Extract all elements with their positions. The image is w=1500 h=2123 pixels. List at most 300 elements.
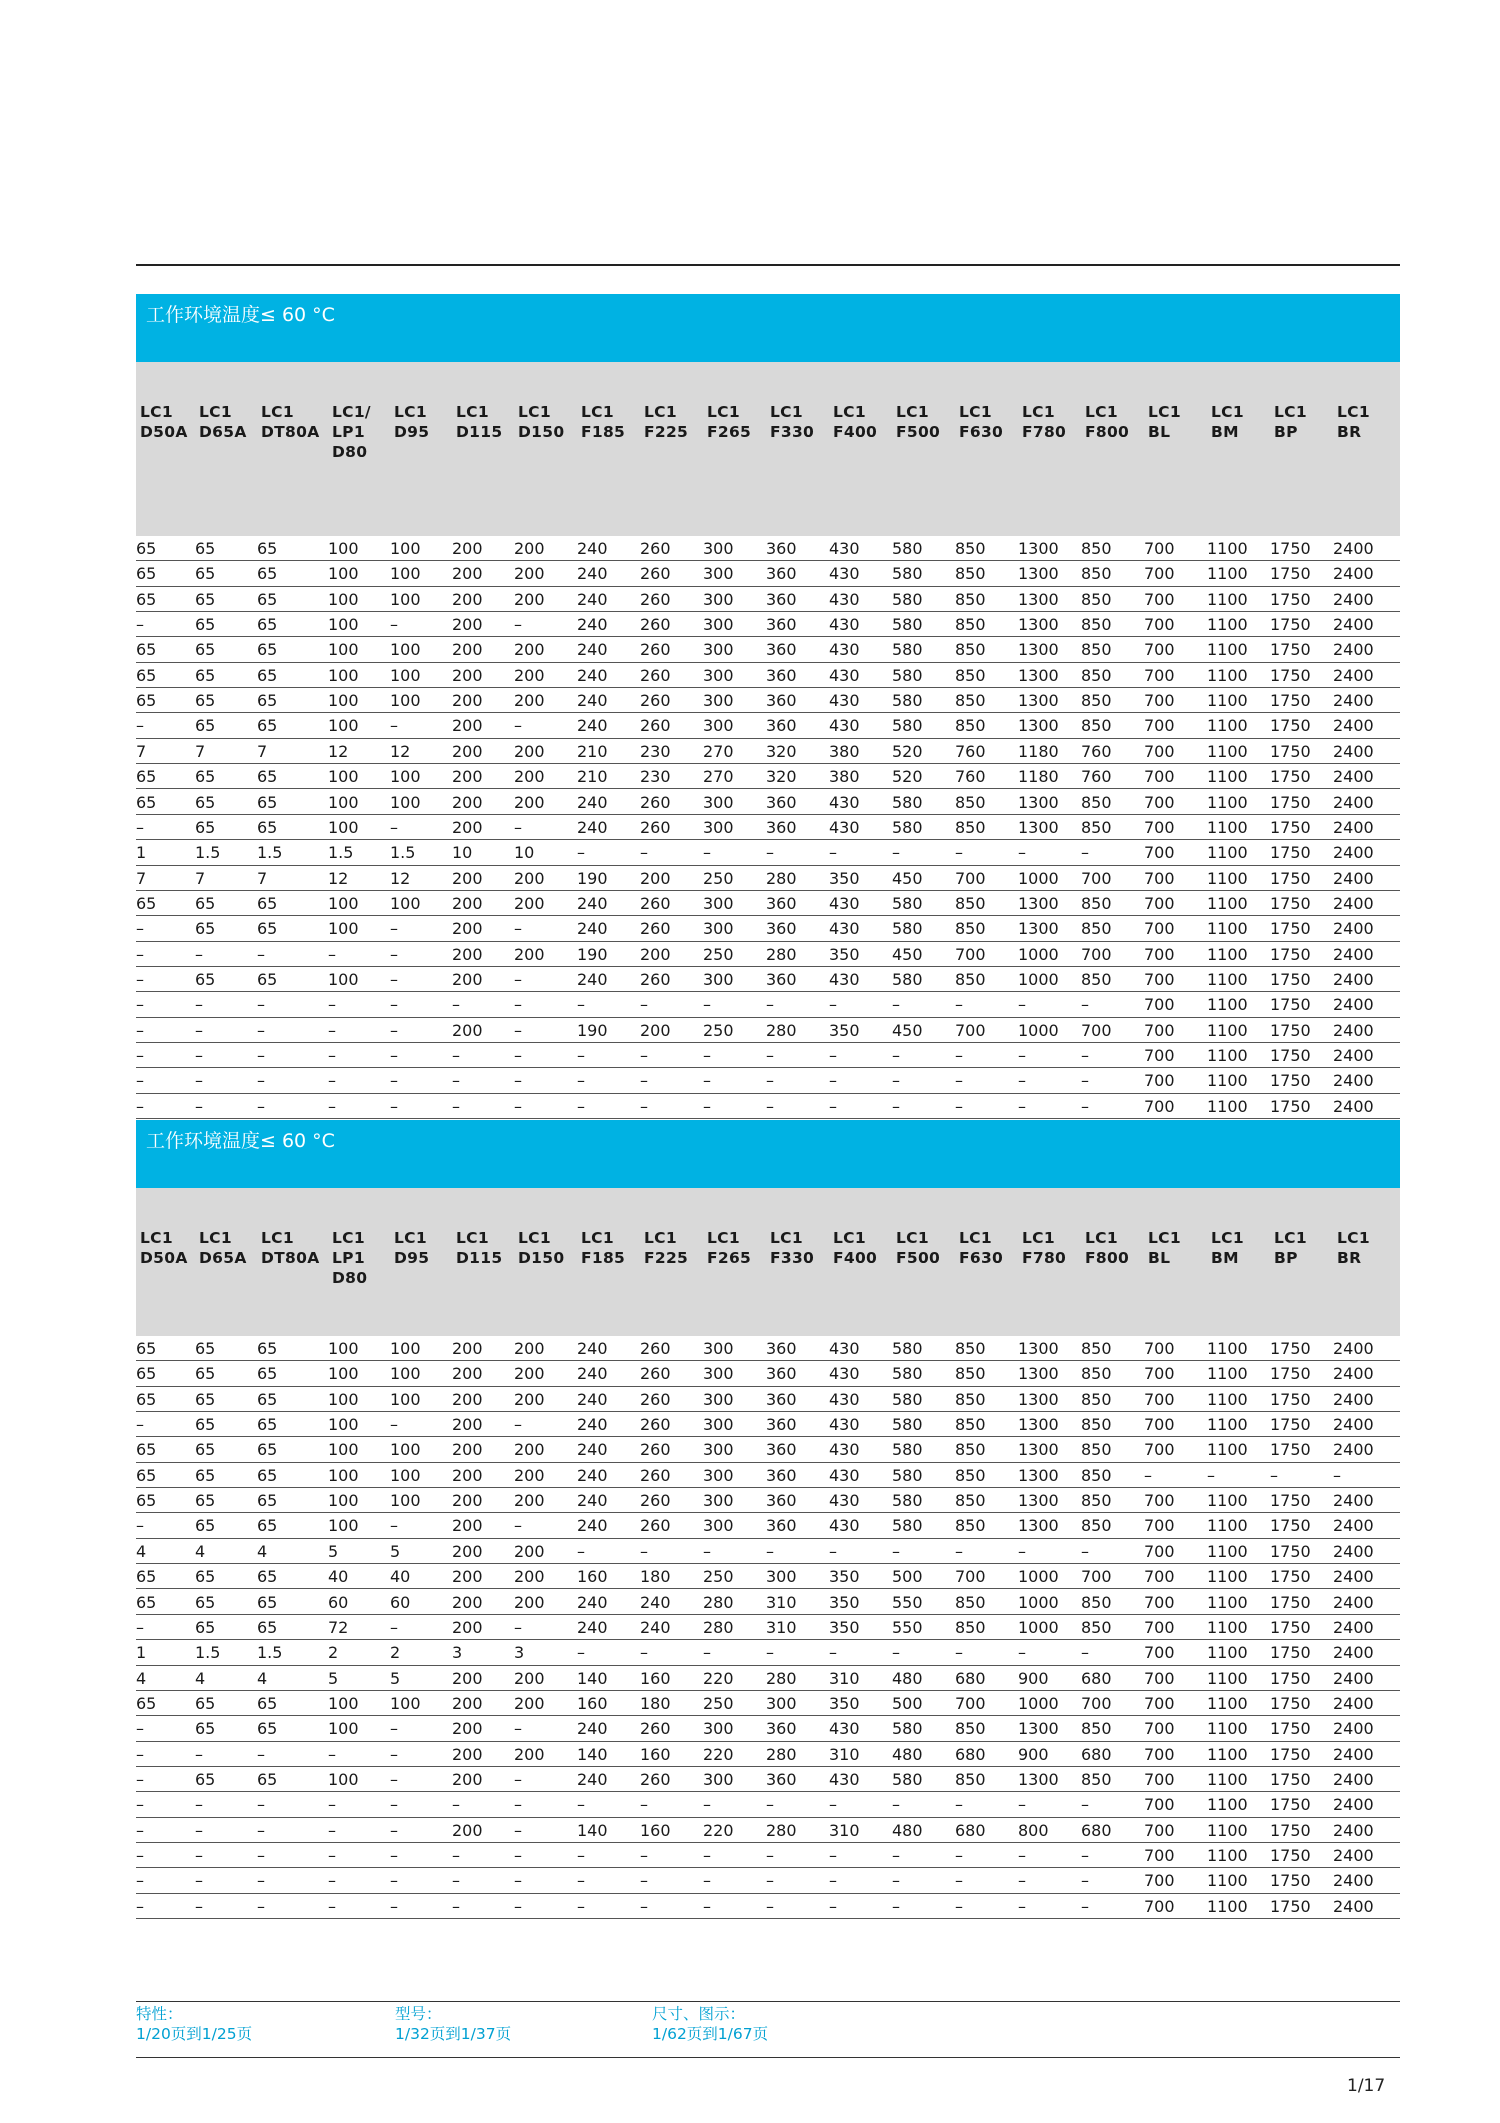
footer-dims-link[interactable] (652, 2004, 768, 2044)
table-cell: – (514, 1096, 522, 1116)
footer-models-pages: 1/32页到1/37页 (395, 2025, 512, 2043)
table-cell: – (577, 843, 585, 863)
column-header-line: F225 (644, 1249, 689, 1267)
table-cell: 300 (703, 589, 734, 609)
table-cell: 1750 (1270, 1769, 1311, 1789)
column-header-line: D50A (140, 423, 188, 441)
table-cell: – (829, 1871, 837, 1891)
table-cell: 360 (766, 589, 797, 609)
table-cell: 850 (955, 1769, 986, 1789)
table-cell: 360 (766, 640, 797, 660)
column-header-line: F330 (770, 423, 815, 441)
table-cell: 280 (766, 868, 797, 888)
table-cell: – (257, 1896, 265, 1916)
table-cell: 1750 (1270, 1364, 1311, 1384)
table-cell: 500 (892, 1567, 923, 1587)
table-cell: – (257, 1096, 265, 1116)
table-cell: 430 (829, 640, 860, 660)
table-cell: 1750 (1270, 564, 1311, 584)
table-cell: 360 (766, 1339, 797, 1358)
table-cell: – (640, 1046, 648, 1065)
table-cell: 700 (1144, 1795, 1175, 1815)
table-cell: 680 (1081, 1744, 1112, 1764)
table-cell: 2400 (1333, 691, 1374, 711)
table-cell: 1300 (1018, 893, 1059, 913)
table-cell: 65 (195, 1364, 216, 1384)
footer-features-link[interactable] (136, 2004, 252, 2044)
table-cell: 1750 (1270, 691, 1311, 711)
table-cell: 850 (955, 1465, 986, 1485)
table-cell: 65 (257, 1465, 278, 1485)
table-cell: – (1270, 1465, 1278, 1485)
table-cell: – (577, 1846, 585, 1865)
column-header-line: D50A (140, 1249, 188, 1267)
table-cell: 1750 (1270, 716, 1311, 736)
table-cell: 1100 (1207, 1046, 1248, 1065)
table-cell: 5 (390, 1541, 401, 1561)
table-cell: 65 (195, 1465, 216, 1485)
table-cell: 1300 (1018, 716, 1059, 736)
table-cell: – (257, 995, 265, 1015)
table-row (136, 1640, 1400, 1665)
table-cell: 200 (452, 741, 483, 761)
table-cell: 1750 (1270, 817, 1311, 837)
table-cell: 230 (640, 741, 671, 761)
table-cell: – (514, 1071, 522, 1091)
table-cell: – (390, 1896, 398, 1916)
column-header (1274, 1228, 1307, 1268)
table-cell: 680 (1081, 1668, 1112, 1688)
table-cell: – (328, 1096, 336, 1116)
table-cell: 580 (892, 1389, 923, 1409)
table-cell: 850 (1081, 969, 1112, 989)
table-cell: 200 (514, 665, 545, 685)
table-cell: 2400 (1333, 919, 1374, 939)
table-cell: – (514, 969, 522, 989)
table-row (136, 1564, 1400, 1589)
table-cell: – (766, 1046, 774, 1065)
table-cell: 480 (892, 1668, 923, 1688)
table-cell: 7 (195, 868, 206, 888)
table-cell: 1100 (1207, 919, 1248, 939)
table-row (136, 1767, 1400, 1792)
table-cell: – (577, 1643, 585, 1663)
table-cell: 360 (766, 691, 797, 711)
table-cell: 200 (514, 1465, 545, 1485)
table-cell: 260 (640, 665, 671, 685)
table-cell: – (514, 615, 522, 635)
table-cell: 1100 (1207, 1096, 1248, 1116)
table-cell: 580 (892, 691, 923, 711)
table-cell: 200 (452, 893, 483, 913)
table-cell: – (136, 1769, 144, 1789)
table-cell: 100 (328, 1491, 359, 1511)
table-cell: 2400 (1333, 1440, 1374, 1460)
table-cell: 850 (1081, 1617, 1112, 1637)
table-cell: 1180 (1018, 741, 1059, 761)
table-cell: – (892, 843, 900, 863)
table-cell: 2400 (1333, 969, 1374, 989)
table-cell: 200 (514, 1668, 545, 1688)
table-row (136, 1437, 1400, 1462)
table-cell: 680 (955, 1744, 986, 1764)
table-cell: 700 (1144, 1846, 1175, 1865)
table-cell: 1100 (1207, 1415, 1248, 1435)
table-cell: 850 (955, 564, 986, 584)
table-cell: – (892, 1046, 900, 1065)
table-cell: 260 (640, 539, 671, 558)
table-cell: 200 (640, 1020, 671, 1040)
table-cell: 7 (257, 868, 268, 888)
table-cell: 1750 (1270, 1643, 1311, 1663)
table-cell: 2400 (1333, 1896, 1374, 1916)
table-cell: – (1018, 1541, 1026, 1561)
section-title: 工作环境温度≤ 60 °C (136, 294, 1400, 362)
table-cell: – (390, 944, 398, 964)
table-cell: 300 (703, 1389, 734, 1409)
table-cell: 65 (136, 893, 157, 913)
table-cell: – (195, 1795, 203, 1815)
table-cell: 65 (257, 1364, 278, 1384)
table-cell: 1750 (1270, 1046, 1311, 1065)
table-cell: 7 (136, 741, 147, 761)
table-cell: 160 (640, 1668, 671, 1688)
table-cell: 2400 (1333, 817, 1374, 837)
table-cell: 800 (1018, 1820, 1049, 1840)
table-cell: – (577, 995, 585, 1015)
table-cell: – (892, 1541, 900, 1561)
table-cell: 200 (514, 640, 545, 660)
table-cell: – (703, 1896, 711, 1916)
table-cell: 10 (514, 843, 535, 863)
table-cell: – (1081, 1871, 1089, 1891)
table-cell: 1300 (1018, 1415, 1059, 1435)
table-cell: – (390, 1744, 398, 1764)
table-cell: 2400 (1333, 1567, 1374, 1587)
table-cell: – (514, 817, 522, 837)
table-cell: 240 (577, 589, 608, 609)
table-cell: 2400 (1333, 767, 1374, 787)
table-cell: 100 (328, 665, 359, 685)
table-cell: 65 (136, 640, 157, 660)
table-cell: 240 (577, 792, 608, 812)
table-cell: – (766, 1795, 774, 1815)
column-header-line: BR (1337, 1249, 1362, 1267)
table-cell: 1750 (1270, 1096, 1311, 1116)
table-cell: 200 (452, 868, 483, 888)
table-cell: – (195, 995, 203, 1015)
column-header-line: LC1 (707, 1229, 740, 1247)
table-cell: 1100 (1207, 1020, 1248, 1040)
table-row (136, 1539, 1400, 1564)
table-cell: 300 (703, 1719, 734, 1739)
table-cell: 850 (955, 893, 986, 913)
table-cell: 240 (640, 1617, 671, 1637)
table-cell: – (390, 1415, 398, 1435)
table-cell: 65 (136, 539, 157, 558)
table-cell: – (136, 1046, 144, 1065)
table-cell: – (136, 1795, 144, 1815)
table-cell: 430 (829, 1516, 860, 1536)
table-cell: 65 (136, 1389, 157, 1409)
table-cell: 2400 (1333, 1744, 1374, 1764)
table-cell: – (1081, 1071, 1089, 1091)
table-cell: 65 (195, 1769, 216, 1789)
table-cell: 65 (257, 1440, 278, 1460)
table-cell: – (829, 1071, 837, 1091)
table-cell: 1100 (1207, 1668, 1248, 1688)
table-cell: 1750 (1270, 1567, 1311, 1587)
column-header (261, 402, 320, 442)
table-cell: 65 (257, 1389, 278, 1409)
table-cell: 850 (1081, 691, 1112, 711)
table-cell: – (328, 1820, 336, 1840)
table-cell: – (829, 843, 837, 863)
table-cell: 850 (1081, 564, 1112, 584)
column-header (1022, 402, 1066, 442)
table-cell: 65 (136, 665, 157, 685)
table-cell: – (514, 1415, 522, 1435)
table-cell: 700 (1144, 665, 1175, 685)
table-cell: – (577, 1096, 585, 1116)
table-cell: 700 (1144, 1896, 1175, 1916)
table-cell: – (640, 1643, 648, 1663)
table-cell: 2400 (1333, 1364, 1374, 1384)
table-cell: 7 (195, 741, 206, 761)
table-cell: – (328, 1846, 336, 1865)
column-header-line: LC1 (1274, 403, 1307, 421)
table-cell: 580 (892, 919, 923, 939)
table-cell: 220 (703, 1820, 734, 1840)
table-cell: 1300 (1018, 615, 1059, 635)
column-header (199, 402, 247, 442)
table-cell: 700 (1144, 1769, 1175, 1789)
table-cell: – (514, 1769, 522, 1789)
column-header-line: D115 (456, 423, 503, 441)
table-cell: 7 (136, 868, 147, 888)
table-cell: 100 (390, 539, 421, 558)
table-cell: – (1018, 1896, 1026, 1916)
column-header (261, 1228, 320, 1268)
table-cell: – (136, 1871, 144, 1891)
table-cell: 2400 (1333, 589, 1374, 609)
table-cell: 65 (257, 1693, 278, 1713)
table-cell: 1100 (1207, 1071, 1248, 1091)
table-cell: – (1018, 1871, 1026, 1891)
table-cell: 160 (577, 1693, 608, 1713)
table-cell: – (640, 1846, 648, 1865)
table-cell: 1100 (1207, 691, 1248, 711)
table-row (136, 1412, 1400, 1437)
table-cell: 200 (452, 792, 483, 812)
table-cell: – (136, 615, 144, 635)
table-cell: 210 (577, 767, 608, 787)
column-header (770, 402, 814, 442)
table-cell: 200 (514, 564, 545, 584)
table-cell: 4 (257, 1541, 268, 1561)
table-cell: 65 (257, 589, 278, 609)
table-cell: 200 (452, 969, 483, 989)
table-cell: 360 (766, 539, 797, 558)
column-header (707, 1228, 751, 1268)
table-cell: – (328, 1896, 336, 1916)
table-cell: 65 (257, 716, 278, 736)
table-cell: – (136, 1516, 144, 1536)
table-cell: 380 (829, 767, 860, 787)
table-cell: 1180 (1018, 767, 1059, 787)
table-cell: 65 (195, 1592, 216, 1612)
column-header-line: LC1 (1337, 403, 1370, 421)
table-cell: 700 (1144, 716, 1175, 736)
table-cell: – (514, 1846, 522, 1865)
table-cell: 100 (328, 1364, 359, 1384)
table-cell: – (257, 1871, 265, 1891)
table-cell: 1 (136, 843, 147, 863)
table-cell: 1750 (1270, 1820, 1311, 1840)
table-cell: – (766, 1896, 774, 1916)
table-cell: 260 (640, 1389, 671, 1409)
column-header-line: F225 (644, 423, 689, 441)
table-cell: 200 (452, 1364, 483, 1384)
table-cell: 200 (452, 817, 483, 837)
table-cell: 240 (577, 1440, 608, 1460)
table-cell: – (257, 1820, 265, 1840)
table-cell: 65 (195, 817, 216, 837)
table-cell: – (328, 1744, 336, 1764)
column-header (833, 402, 877, 442)
table-cell: 280 (766, 1744, 797, 1764)
table-cell: 250 (703, 868, 734, 888)
table-cell: 65 (257, 969, 278, 989)
table-cell: 280 (703, 1592, 734, 1612)
table-cell: 200 (452, 691, 483, 711)
table-cell: 100 (390, 1491, 421, 1511)
column-header (644, 1228, 688, 1268)
table-cell: 700 (1081, 868, 1112, 888)
table-cell: – (136, 1719, 144, 1739)
table-cell: 100 (328, 691, 359, 711)
table-cell: 260 (640, 716, 671, 736)
table-cell: 360 (766, 893, 797, 913)
table-cell: 65 (257, 640, 278, 660)
column-header (456, 402, 502, 442)
table-row (136, 1792, 1400, 1817)
table-cell: – (390, 1769, 398, 1789)
table-cell: – (1081, 1096, 1089, 1116)
table-cell: 580 (892, 564, 923, 584)
table-cell: – (955, 1795, 963, 1815)
table-cell: 1000 (1018, 1693, 1059, 1713)
table-cell: 4 (195, 1668, 206, 1688)
table-cell: 260 (640, 1415, 671, 1435)
table-cell: – (257, 1071, 265, 1091)
table-cell: 200 (514, 944, 545, 964)
table-cell: 300 (703, 716, 734, 736)
table-cell: 1750 (1270, 1668, 1311, 1688)
table-cell: 360 (766, 716, 797, 736)
column-header (959, 1228, 1003, 1268)
table-row (136, 1691, 1400, 1716)
table-cell: 65 (195, 691, 216, 711)
column-header-line: F185 (581, 1249, 626, 1267)
table-cell: 1100 (1207, 640, 1248, 660)
table-cell: 430 (829, 919, 860, 939)
table-cell: 700 (1144, 1339, 1175, 1358)
table-cell: – (1081, 1541, 1089, 1561)
table-cell: 100 (328, 1389, 359, 1409)
column-header-line: LC1 (1211, 1229, 1244, 1247)
table-cell: – (390, 817, 398, 837)
table-cell: – (955, 1896, 963, 1916)
column-header-line: LC1 (1211, 403, 1244, 421)
table-cell: 100 (328, 1465, 359, 1485)
table-cell: 100 (328, 589, 359, 609)
table-cell: 200 (514, 1440, 545, 1460)
table-cell: 240 (577, 1592, 608, 1612)
table-cell: – (766, 1846, 774, 1865)
table-cell: 65 (136, 767, 157, 787)
table-cell: 580 (892, 1719, 923, 1739)
table-row (136, 815, 1400, 840)
table-cell: 2400 (1333, 1820, 1374, 1840)
table-cell: 1300 (1018, 1465, 1059, 1485)
table-row (136, 1843, 1400, 1868)
table-cell: 12 (390, 741, 411, 761)
table-cell: 1000 (1018, 1567, 1059, 1587)
table-cell: 260 (640, 589, 671, 609)
table-cell: – (195, 1096, 203, 1116)
table-cell: 2400 (1333, 716, 1374, 736)
table-cell: 260 (640, 564, 671, 584)
table-cell: 2 (390, 1643, 401, 1663)
table-cell: 240 (577, 1491, 608, 1511)
table-cell: 200 (452, 615, 483, 635)
table-cell: 200 (452, 716, 483, 736)
table-cell: 350 (829, 1617, 860, 1637)
footer-models-link[interactable] (395, 2004, 511, 2044)
table-cell: – (640, 1071, 648, 1091)
table-cell: 1100 (1207, 1491, 1248, 1511)
table-cell: 350 (829, 1592, 860, 1612)
table-cell: 65 (195, 539, 216, 558)
table-cell: 850 (955, 1592, 986, 1612)
table-cell: – (640, 1795, 648, 1815)
table-cell: 700 (1144, 944, 1175, 964)
table-cell: 260 (640, 817, 671, 837)
table-cell: 100 (328, 615, 359, 635)
table-cell: 430 (829, 893, 860, 913)
table-cell: 260 (640, 1719, 671, 1739)
column-header (581, 402, 625, 442)
table-cell: 430 (829, 1769, 860, 1789)
table-cell: 1.5 (390, 843, 416, 863)
table-cell: 1300 (1018, 792, 1059, 812)
table-cell: 240 (577, 539, 608, 558)
table-cell: 430 (829, 1719, 860, 1739)
table-cell: 1300 (1018, 1364, 1059, 1384)
table-cell: 240 (577, 893, 608, 913)
table-cell: 1750 (1270, 1541, 1311, 1561)
table-cell: 65 (195, 792, 216, 812)
table-cell: 100 (328, 539, 359, 558)
table-cell: 300 (703, 539, 734, 558)
table-cell: – (703, 1871, 711, 1891)
table-cell: 700 (1144, 1415, 1175, 1435)
table-cell: – (452, 1096, 460, 1116)
table-cell: 700 (1144, 564, 1175, 584)
table-cell: 12 (328, 868, 349, 888)
table-cell: – (328, 1795, 336, 1815)
